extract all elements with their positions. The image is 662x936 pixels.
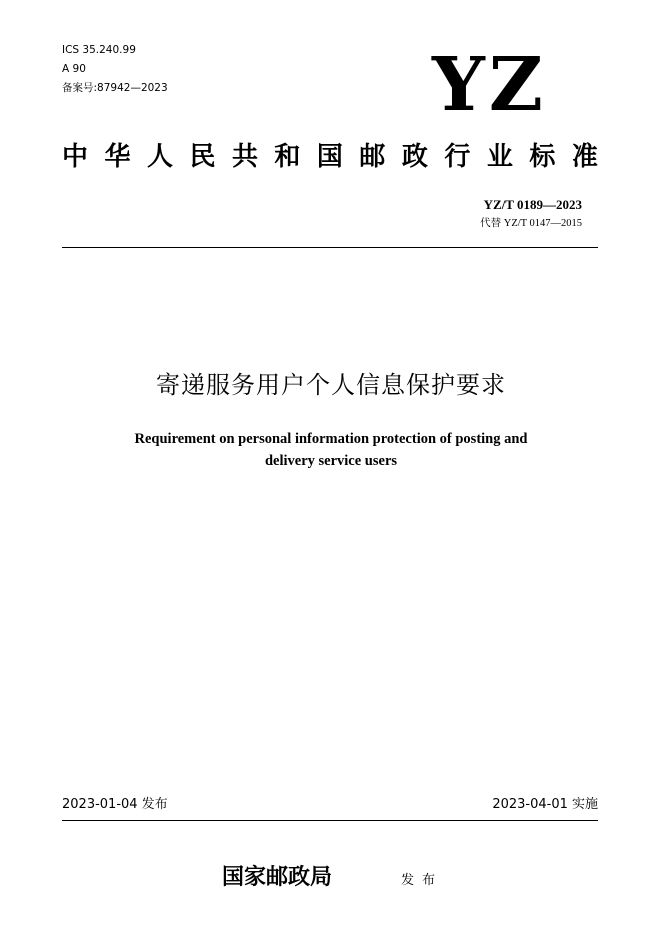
standard-type-char: 民 bbox=[189, 142, 216, 172]
document-title-en-line-1: Requirement on personal information protection of posting and bbox=[134, 431, 528, 447]
standard-type-char: 共 bbox=[231, 142, 258, 172]
standard-type-char: 人 bbox=[146, 142, 173, 172]
classification-code: A 90 bbox=[62, 63, 86, 75]
implementation-date: 2023-04-01 实施 bbox=[492, 797, 598, 812]
replaced-standard: 代替 YZ/T 0147—2015 bbox=[480, 218, 582, 229]
standard-type-char: 邮 bbox=[359, 142, 386, 172]
standard-type-char: 华 bbox=[104, 142, 131, 172]
standard-number: YZ/T 0189—2023 bbox=[483, 197, 582, 212]
document-title-en-line-2: delivery service users bbox=[264, 453, 398, 469]
issuing-authority: 国家邮政局 bbox=[222, 864, 333, 890]
standard-type-char: 行 bbox=[444, 142, 471, 172]
standard-type-title bbox=[62, 139, 598, 175]
publish-date: 2023-01-04 发布 bbox=[62, 797, 168, 812]
standard-type-char: 中 bbox=[62, 142, 89, 172]
issue-label: 发布 bbox=[401, 873, 444, 888]
bottom-divider bbox=[62, 820, 598, 821]
yz-logo: YZ bbox=[432, 42, 547, 128]
document-title-en bbox=[80, 428, 582, 472]
standard-type-char: 和 bbox=[274, 142, 301, 172]
standard-type-char: 准 bbox=[571, 142, 598, 172]
record-number: 备案号:87942—2023 bbox=[62, 82, 168, 94]
standard-type-char: 标 bbox=[529, 142, 556, 172]
ics-code: ICS 35.240.99 bbox=[62, 44, 136, 56]
standard-type-char: 国 bbox=[316, 142, 343, 172]
document-title-cn: 寄递服务用户个人信息保护要求 bbox=[156, 371, 506, 399]
standard-type-char: 业 bbox=[486, 142, 513, 172]
top-divider bbox=[62, 247, 598, 248]
standard-type-char: 政 bbox=[401, 142, 428, 172]
